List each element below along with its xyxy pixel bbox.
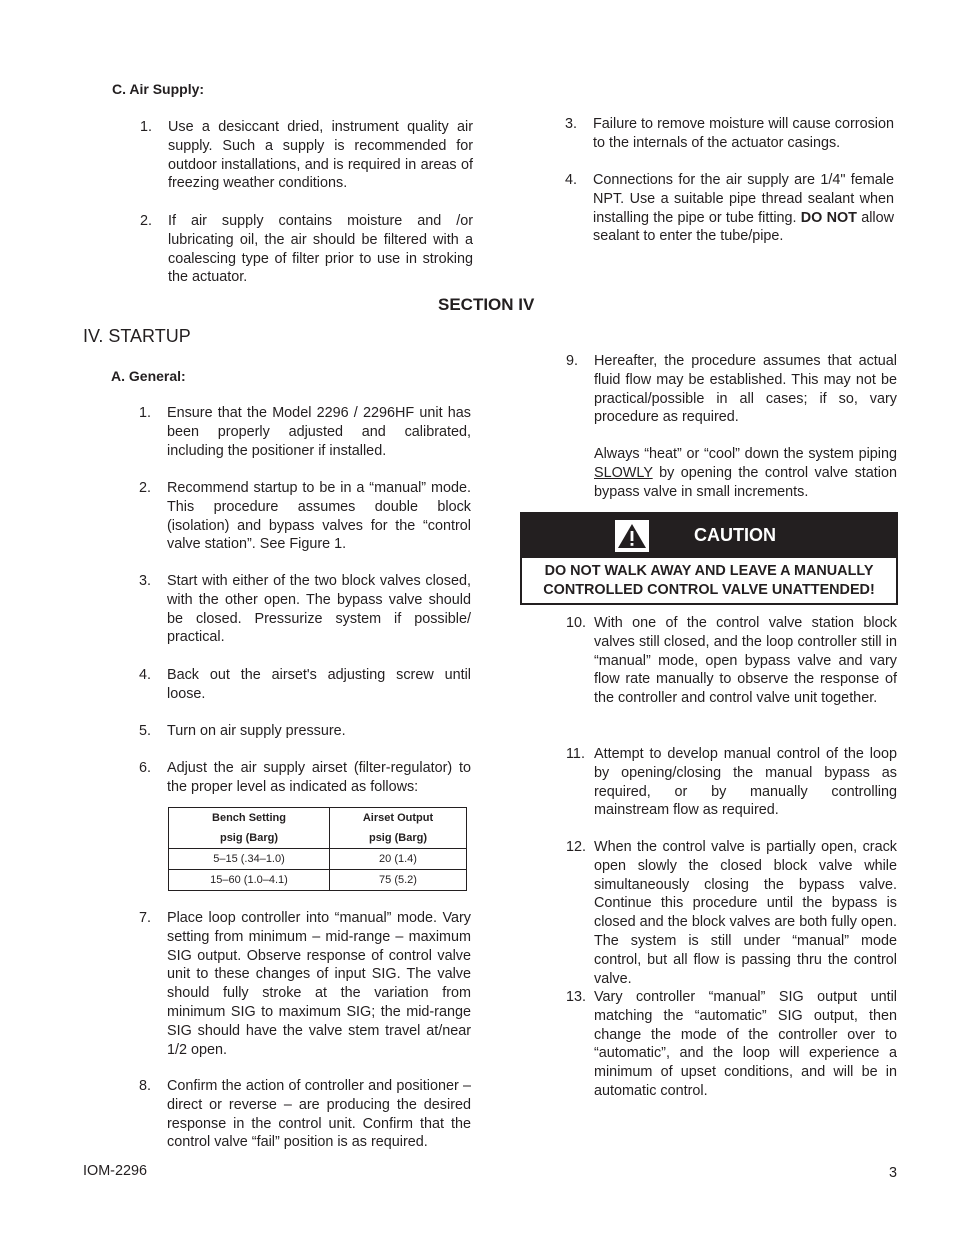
- table-row: [169, 849, 467, 870]
- page-number: 3: [889, 1165, 898, 1181]
- item-paragraph: [594, 445, 897, 501]
- item-text: With one of the control valve station block valves still closed, and the loop controller still in “manual” mode, open bypass valve and vary flow rate manually to observe the response of the controller and control valve unit together.: [594, 615, 897, 707]
- item-number: 1.: [139, 405, 152, 421]
- item-text: Recommend startup to be in a “manual” mode. This procedure assumes double block (isolation) and bypass valves for the “control valve station”. See Figure 1.: [167, 480, 471, 553]
- item-number: 8.: [139, 1078, 152, 1094]
- caution-line: DO NOT WALK AWAY AND LEAVE A MANUALLY: [544, 563, 874, 579]
- item-number: 3.: [565, 116, 578, 132]
- item-text: [594, 352, 897, 502]
- item-number: 4.: [139, 667, 152, 683]
- item-text-bold: DO NOT: [800, 209, 857, 226]
- table-cell: 5–15 (.34–1.0): [169, 849, 330, 870]
- item-number: 10.: [566, 615, 587, 631]
- item-text: Turn on air supply pressure.: [167, 723, 346, 739]
- item-text: When the control valve is partially open, crack open slowly the closed block valve while simultaneously closing the bypass valve. Continue this procedure until the bypass is closed and the block valves are both fully open. The system is still under “manual” mode control, but all flow is passing thru the control valve.: [594, 839, 897, 987]
- item-number: 9.: [566, 353, 579, 369]
- item-text: [593, 171, 894, 246]
- item-text: Start with either of the two block valves closed, with the other open. The bypass valve should be closed. Pressurize system if possible/ practical.: [167, 573, 471, 646]
- item-text-underline: SLOWLY: [594, 464, 653, 481]
- table-subheader: psig (Barg): [330, 828, 467, 849]
- item-number: 6.: [139, 760, 152, 776]
- item-text: Attempt to develop manual control of the loop by opening/closing the manual bypass as required, or by manually controlling mainstream flow as required.: [594, 746, 897, 819]
- item-text: Confirm the action of controller and positioner – direct or reverse – are producing the desired response in the control unit. Confirm that the control valve “fail” position is as required.: [167, 1078, 471, 1151]
- table-cell: 75 (5.2): [330, 870, 467, 891]
- caution-header: [522, 514, 896, 558]
- item-number: 7.: [139, 910, 152, 926]
- item-text: Back out the airset's adjusting screw until loose.: [167, 667, 471, 702]
- item-text-part: Always “heat” or “cool” down the system piping: [594, 446, 897, 463]
- table-header: Airset Output: [330, 808, 467, 829]
- item-number: 5.: [139, 723, 152, 739]
- item-paragraph: Hereafter, the procedure assumes that actual fluid flow may be established. This may not be practical/possible in all cases; if so, vary procedure as required.: [594, 353, 897, 426]
- table-header: Bench Setting: [169, 808, 330, 829]
- item-text: Adjust the air supply airset (filter-regulator) to the proper level as indicated as follows:: [167, 760, 471, 795]
- item-text: Failure to remove moisture will cause corrosion to the internals of the actuator casings.: [593, 116, 894, 151]
- item-number: 11.: [566, 746, 585, 762]
- item-number: 3.: [139, 573, 152, 589]
- table-cell: 15–60 (1.0–4.1): [169, 870, 330, 891]
- item-text-part: Connections for the air supply are 1/4" female NPT. Use a suitable pipe thread sealant when installing the pipe or tube fitting.: [593, 172, 894, 226]
- table-cell: 20 (1.4): [330, 849, 467, 870]
- air-supply-heading: C. Air Supply:: [112, 81, 205, 97]
- footer-doc-id: IOM-2296: [83, 1163, 147, 1179]
- item-number: 13.: [566, 989, 587, 1005]
- startup-heading: IV. STARTUP: [83, 326, 191, 346]
- item-text: Place loop controller into “manual” mode. Vary setting from minimum – mid-range – maximum SIG output. Observe response of control valve unit to these changes of input SIG. The valve should fully stroke at the variation from minimum SIG to maximum SIG; the mid-range SIG should have the valve stem travel at/near 1/2 open.: [167, 910, 471, 1058]
- caution-line: CONTROLLED CONTROL VALVE UNATTENDED!: [543, 582, 875, 598]
- item-text: Ensure that the Model 2296 / 2296HF unit has been properly adjusted and calibrated, including the positioner if installed.: [167, 405, 471, 459]
- general-heading: A. General:: [111, 368, 186, 384]
- item-number: 2.: [140, 213, 153, 229]
- item-number: 2.: [139, 480, 152, 496]
- table-row: [169, 870, 467, 891]
- warning-triangle-icon: [615, 520, 649, 552]
- item-text-part: allow sealant to enter the tube/pipe.: [593, 209, 895, 245]
- caution-title: CAUTION: [694, 525, 776, 545]
- item-number: 1.: [140, 119, 153, 135]
- item-number: 4.: [565, 172, 578, 188]
- caution-message: [522, 558, 896, 603]
- item-text: Use a desiccant dried, instrument quality air supply. Such a supply is recommended for outdoor installations, and is required in areas of freezing weather conditions.: [168, 119, 473, 192]
- bench-setting-table: [168, 807, 467, 891]
- caution-box: [520, 512, 898, 605]
- table-subheader: psig (Barg): [169, 828, 330, 849]
- item-text-part: by opening the control valve station bypass valve in small increments.: [594, 464, 897, 500]
- section-title: SECTION IV: [438, 295, 535, 314]
- item-number: 12.: [566, 839, 587, 855]
- item-text: If air supply contains moisture and /or lubricating oil, the air should be filtered with a coalescing type of filter prior to use in stroking the actuator.: [168, 213, 473, 286]
- item-text: Vary controller “manual” SIG output until matching the “automatic” SIG output, then change the mode of the controller over to “automatic”, and the loop will experience a minimum of upset conditions, and will be in automatic control.: [594, 989, 897, 1099]
